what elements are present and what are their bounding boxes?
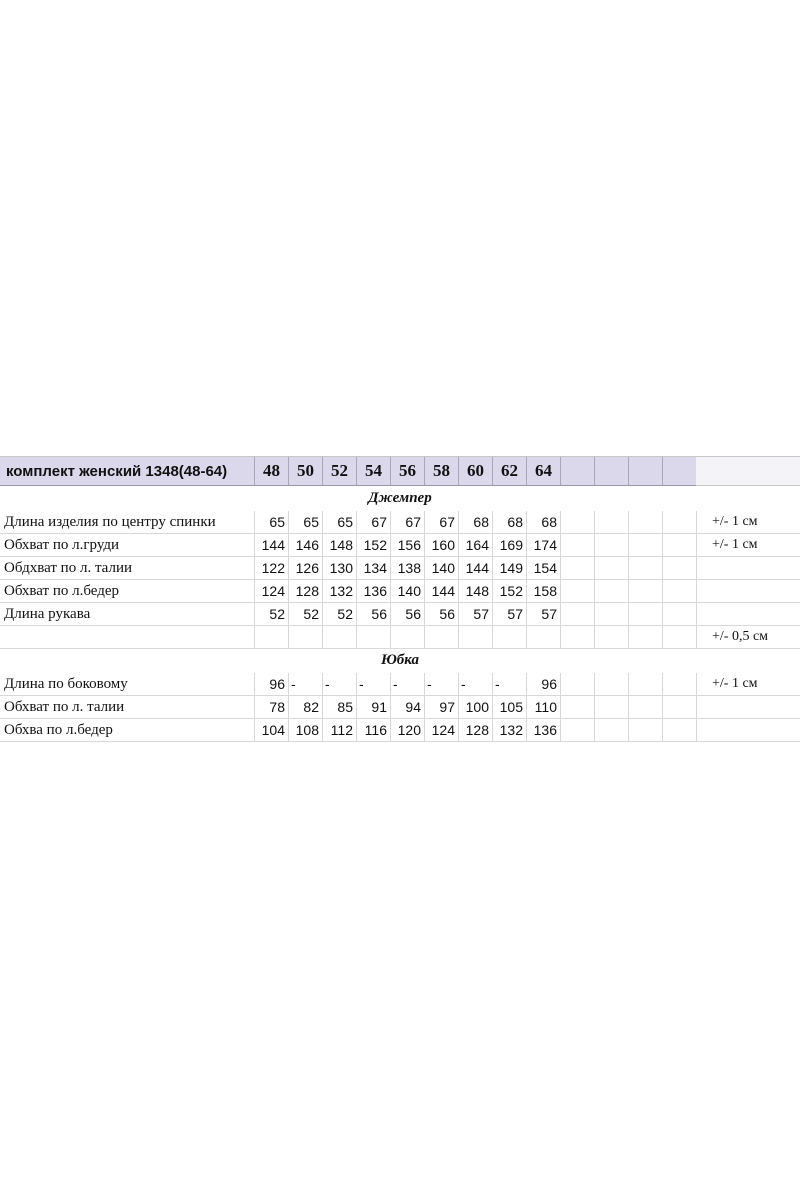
size-value-cell: 57 [492,603,526,626]
size-value-cell [288,626,322,649]
size-value-cell: 56 [424,603,458,626]
size-value-cell: 140 [390,580,424,603]
grid-line [594,557,595,580]
row-label: Обхват по л.бедер [4,583,120,599]
table-row [0,557,800,580]
grid-line [662,626,663,649]
size-value-cell: 116 [356,719,390,742]
grid-line [628,557,629,580]
grid-line [560,580,561,603]
size-value-cell: 68 [458,511,492,534]
grid-line [696,673,697,696]
size-value-cell: 148 [322,534,356,557]
size-value-cell: 110 [526,696,560,719]
grid-line [662,511,663,534]
size-value-cell: 144 [424,580,458,603]
size-value-cell: - [390,673,424,696]
size-value-cell: 57 [526,603,560,626]
size-value-cell: 149 [492,557,526,580]
size-value-cell: 57 [458,603,492,626]
size-value-cell: 152 [356,534,390,557]
grid-line [628,696,629,719]
size-value-cell: 82 [288,696,322,719]
size-header-48: 48 [254,457,288,485]
size-value-cell: 56 [390,603,424,626]
tolerance-note: +/- 1 см [712,514,758,529]
tolerance-note: +/- 0,5 см [712,629,769,644]
size-value-cell: 164 [458,534,492,557]
size-value-cell: 67 [390,511,424,534]
row-label: Обхва по л.бедер [4,722,113,738]
size-value-cell [356,626,390,649]
size-value-cell: 112 [322,719,356,742]
grid-line [696,696,697,719]
size-header-62: 62 [492,457,526,485]
grid-line [696,557,697,580]
size-value-cell [526,626,560,649]
size-value-cell: 146 [288,534,322,557]
size-value-cell [254,626,288,649]
size-value-cell: 122 [254,557,288,580]
size-value-cell: 65 [322,511,356,534]
size-value-cell: 174 [526,534,560,557]
grid-line [628,626,629,649]
grid-line [696,534,697,557]
grid-line [560,534,561,557]
size-value-cell: 160 [424,534,458,557]
size-value-cell: - [322,673,356,696]
size-value-cell: 124 [424,719,458,742]
grid-line [560,603,561,626]
grid-line [628,534,629,557]
grid-line [560,696,561,719]
size-value-cell: 126 [288,557,322,580]
size-value-cell: 91 [356,696,390,719]
grid-line [696,603,697,626]
size-value-cell: 169 [492,534,526,557]
size-value-cell: 104 [254,719,288,742]
size-value-cell: 154 [526,557,560,580]
table-row [0,696,800,719]
size-value-cell: 67 [356,511,390,534]
table-row [0,673,800,696]
grid-line [594,626,595,649]
size-value-cell: 52 [254,603,288,626]
size-value-cell [458,626,492,649]
size-value-cell: 134 [356,557,390,580]
size-value-cell: 136 [526,719,560,742]
tolerance-note: +/- 1 см [712,537,758,552]
size-value-cell [390,626,424,649]
size-value-cell [424,626,458,649]
size-value-cell [322,626,356,649]
size-value-cell: 68 [526,511,560,534]
size-value-cell: 97 [424,696,458,719]
table-row [0,719,800,742]
size-header-56: 56 [390,457,424,485]
empty-header-cell [662,457,696,485]
size-value-cell: 108 [288,719,322,742]
grid-line [662,603,663,626]
header-blank-area [696,457,800,486]
table-title: комплект женский 1348(48-64) [6,463,228,480]
grid-line [662,673,663,696]
size-value-cell: 52 [288,603,322,626]
size-value-cell: 78 [254,696,288,719]
size-header-50: 50 [288,457,322,485]
section-title: Юбка [380,652,420,668]
row-label: Обхват по л.груди [4,537,120,553]
grid-line [696,626,697,649]
size-value-cell: 140 [424,557,458,580]
size-value-cell: 132 [492,719,526,742]
size-value-cell: 152 [492,580,526,603]
size-header-54: 54 [356,457,390,485]
size-value-cell: 100 [458,696,492,719]
size-header-58: 58 [424,457,458,485]
size-value-cell: 156 [390,534,424,557]
row-label: Обдхват по л. талии [4,560,133,576]
grid-line [662,719,663,742]
size-value-cell: 65 [254,511,288,534]
grid-line [594,511,595,534]
size-value-cell: - [288,673,322,696]
grid-line [560,719,561,742]
grid-line [594,719,595,742]
tolerance-note: +/- 1 см [712,676,758,691]
size-value-cell: 68 [492,511,526,534]
grid-line [662,580,663,603]
size-value-cell: 120 [390,719,424,742]
grid-line [628,673,629,696]
row-label: Длина рукава [4,606,91,622]
grid-line [628,511,629,534]
size-value-cell: 130 [322,557,356,580]
grid-line [560,673,561,696]
size-value-cell: 96 [254,673,288,696]
empty-header-cell [628,457,662,485]
size-value-cell: 67 [424,511,458,534]
grid-line [696,719,697,742]
empty-header-cell [560,457,594,485]
grid-line [594,603,595,626]
size-value-cell: 132 [322,580,356,603]
table-row [0,534,800,557]
grid-line [628,603,629,626]
size-value-cell: 148 [458,580,492,603]
grid-line [662,696,663,719]
grid-line [594,534,595,557]
size-value-cell: - [356,673,390,696]
size-value-cell: 138 [390,557,424,580]
grid-line [696,511,697,534]
size-value-cell: 124 [254,580,288,603]
size-value-cell: 56 [356,603,390,626]
grid-line [628,719,629,742]
size-value-cell: - [492,673,526,696]
size-value-cell: 105 [492,696,526,719]
grid-line [560,557,561,580]
grid-line [662,557,663,580]
table-row [0,603,800,626]
grid-line [696,580,697,603]
size-value-cell: 85 [322,696,356,719]
grid-line [628,580,629,603]
size-value-cell: - [424,673,458,696]
table-row [0,626,800,649]
row-label: Обхват по л. талии [4,699,125,715]
grid-line [594,580,595,603]
size-value-cell: 144 [254,534,288,557]
size-value-cell: 136 [356,580,390,603]
size-value-cell: 65 [288,511,322,534]
table-row [0,511,800,534]
size-header-52: 52 [322,457,356,485]
grid-line [594,673,595,696]
row-label: Длина по боковому [4,676,128,692]
table-row [0,580,800,603]
size-value-cell [492,626,526,649]
row-label: Длина изделия по центру спинки [4,514,216,530]
grid-line [662,534,663,557]
size-header-60: 60 [458,457,492,485]
size-value-cell: 128 [288,580,322,603]
size-value-cell: 94 [390,696,424,719]
size-value-cell: 158 [526,580,560,603]
size-value-cell: 96 [526,673,560,696]
grid-line [560,511,561,534]
size-value-cell: 52 [322,603,356,626]
section-title: Джемпер [368,490,432,506]
empty-header-cell [594,457,628,485]
size-value-cell: - [458,673,492,696]
size-value-cell: 128 [458,719,492,742]
grid-line [594,696,595,719]
grid-line [560,626,561,649]
size-header-64: 64 [526,457,560,485]
size-value-cell: 144 [458,557,492,580]
